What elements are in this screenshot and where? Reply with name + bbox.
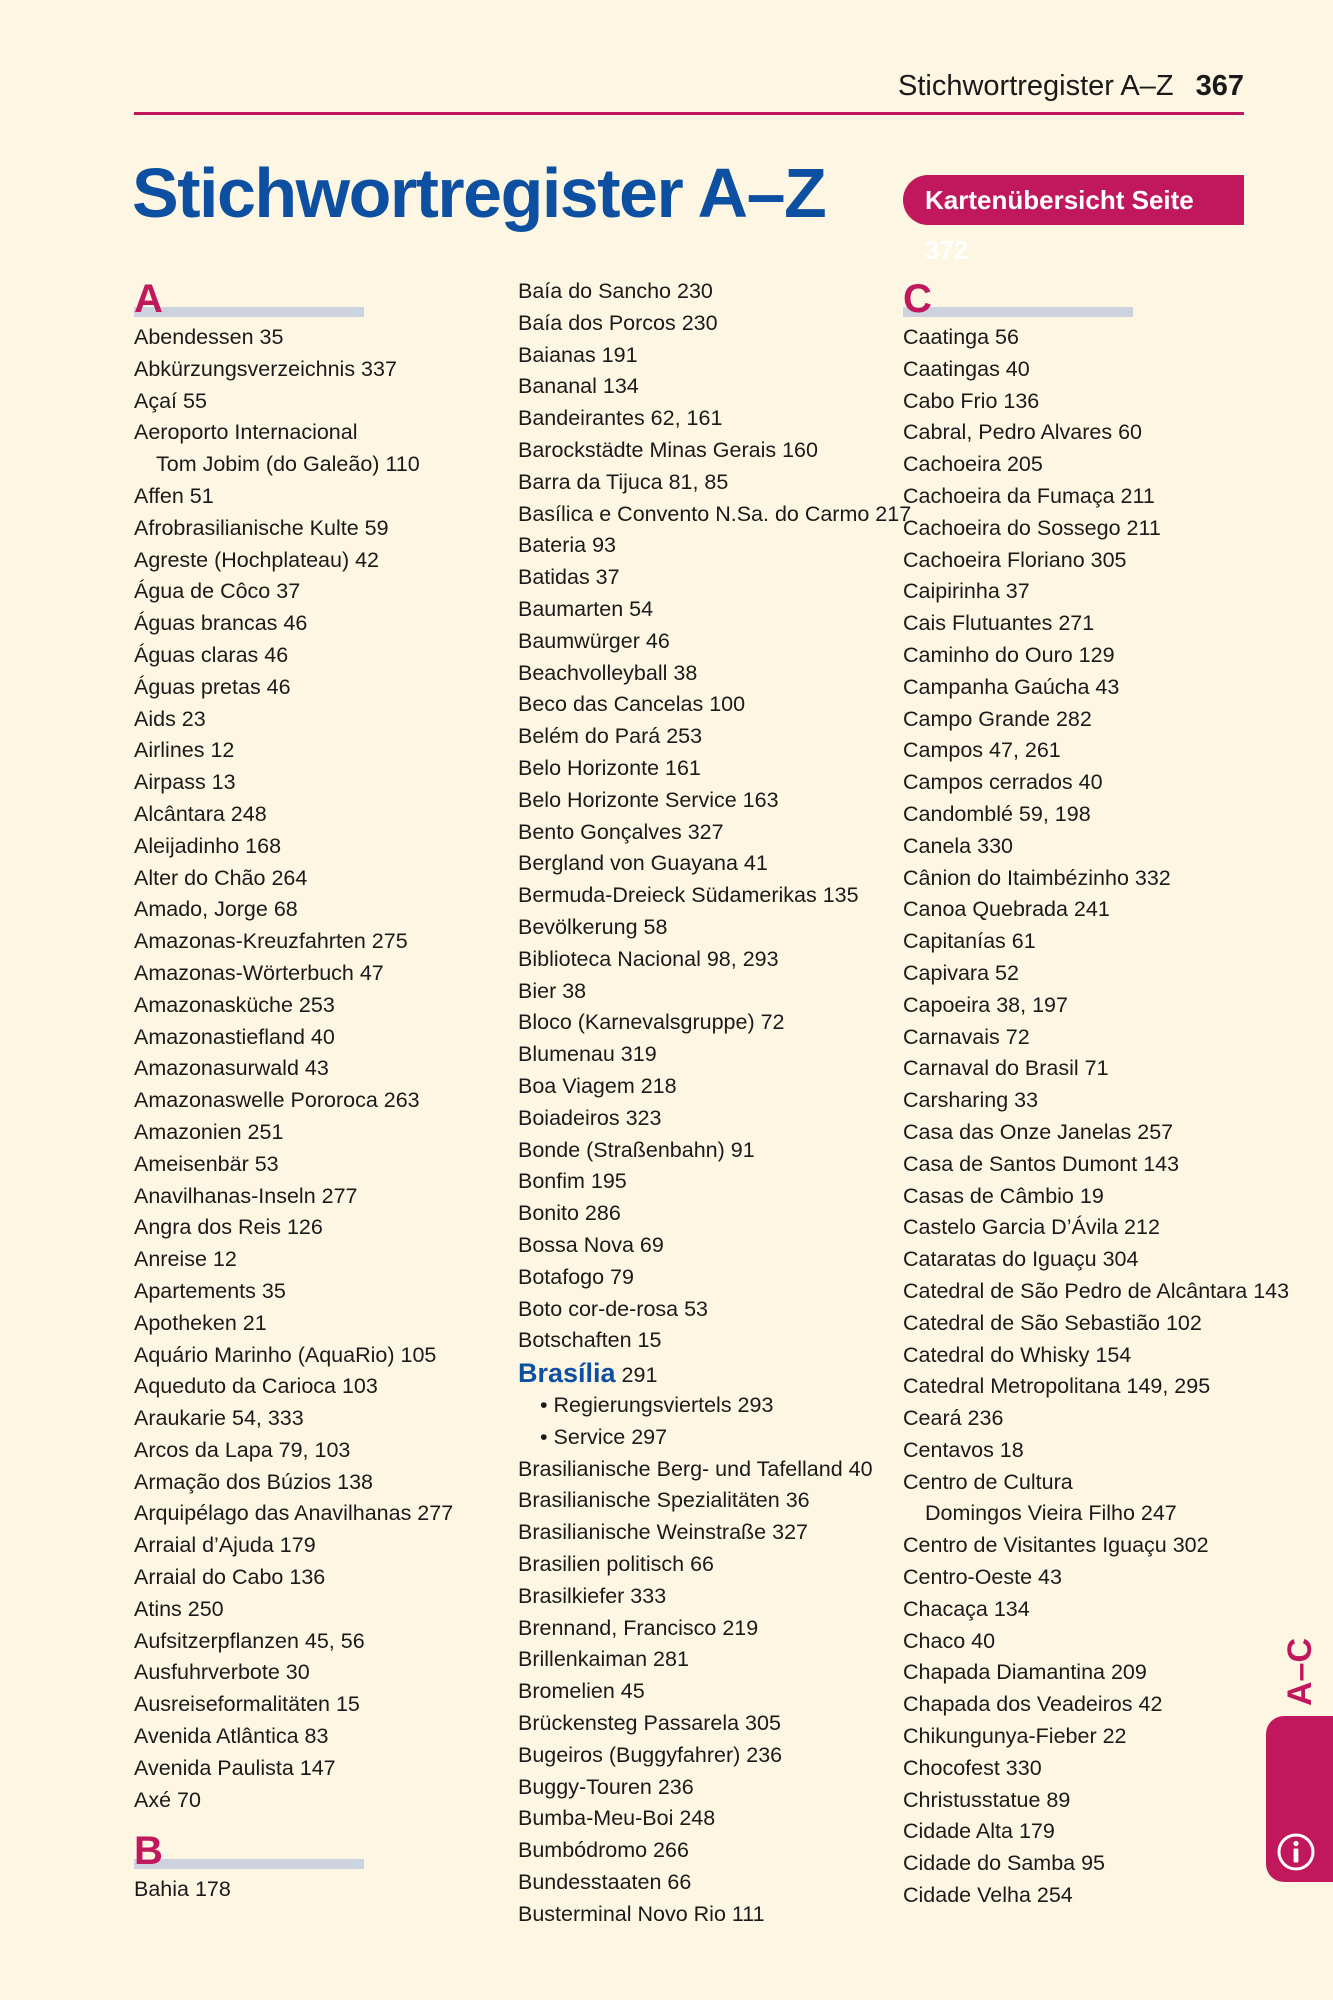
index-entry: Centro de Cultura: [903, 1469, 1073, 1494]
index-entry: Apartements 35: [134, 1278, 286, 1303]
index-column-c: [903, 276, 1290, 1912]
index-entry: Buggy-Touren 236: [518, 1774, 694, 1799]
index-entry: Belo Horizonte 161: [518, 755, 701, 780]
index-column-b: [518, 276, 912, 1931]
index-entry: Arraial do Cabo 136: [134, 1565, 326, 1590]
major-entry-pages: 291: [621, 1363, 658, 1388]
index-entry: Centavos 18: [903, 1437, 1024, 1462]
index-entry: Anreise 12: [134, 1247, 237, 1272]
index-entry: Águas pretas 46: [134, 674, 291, 699]
index-entry: Airlines 12: [134, 738, 235, 763]
running-title: Stichwortregister A–Z: [898, 70, 1174, 102]
index-entry: Alter do Chão 264: [134, 865, 308, 890]
index-entry: Amazonas-Wörterbuch 47: [134, 960, 384, 985]
index-entry: Brasilianische Berg- und Tafelland 40: [518, 1456, 873, 1481]
index-entry: Catedral de São Pedro de Alcântara 143: [903, 1278, 1290, 1303]
letter-c: C: [903, 277, 932, 321]
index-entry: Avenida Paulista 147: [134, 1755, 336, 1780]
index-entry: Baumwürger 46: [518, 628, 670, 653]
index-entry: Amazonas-Kreuzfahrten 275: [134, 929, 408, 954]
index-entry: Brennand, Francisco 219: [518, 1615, 759, 1640]
index-entry: Brillenkaiman 281: [518, 1647, 689, 1672]
index-entry: Arcos da Lapa 79, 103: [134, 1437, 351, 1462]
letter-underline-bar: [134, 307, 364, 317]
index-entry: Casas de Câmbio 19: [903, 1183, 1104, 1208]
index-entry: Brasilianische Weinstraße 327: [518, 1520, 808, 1545]
index-entry: Caminho do Ouro 129: [903, 642, 1115, 667]
index-entry: Cachoeira Floriano 305: [903, 547, 1127, 572]
index-entry: Atins 250: [134, 1596, 224, 1621]
entry-list-a: [134, 322, 504, 1816]
page-title: Stichwortregister A–Z: [132, 154, 826, 232]
index-entry: Capivara 52: [903, 960, 1019, 985]
index-entry: Boto cor-de-rosa 53: [518, 1296, 709, 1321]
index-entry: Armação dos Búzios 138: [134, 1469, 374, 1494]
index-entry: Bonde (Straßenbahn) 91: [518, 1137, 755, 1162]
index-entry: Arraial d’Ajuda 179: [134, 1533, 316, 1558]
running-head: [134, 66, 1244, 115]
index-entry: Canela 330: [903, 833, 1013, 858]
index-entry: Brasilianische Spezialitäten 36: [518, 1488, 810, 1513]
index-entry: Botafogo 79: [518, 1264, 634, 1289]
index-entry: Catedral do Whisky 154: [903, 1342, 1132, 1367]
index-entry: Chocofest 330: [903, 1755, 1042, 1780]
index-entry: Araukarie 54, 333: [134, 1406, 304, 1431]
index-entry: Aufsitzerpflanzen 45, 56: [134, 1628, 365, 1653]
index-entry: Boiadeiros 323: [518, 1105, 662, 1130]
index-entry: Casa de Santos Dumont 143: [903, 1151, 1180, 1176]
index-entry: Centro de Visitantes Iguaçu 302: [903, 1533, 1209, 1558]
index-entry: Cabral, Pedro Alvares 60: [903, 420, 1143, 445]
index-entry: Biblioteca Nacional 98, 293: [518, 946, 779, 971]
index-entry: Aqueduto da Carioca 103: [134, 1374, 378, 1399]
index-entry: Aeroporto Internacional: [134, 420, 358, 445]
index-entry: Cachoeira do Sossego 211: [903, 515, 1161, 540]
index-entry: Amazonasküche 253: [134, 992, 335, 1017]
letter-underline-bar: [903, 307, 1133, 317]
major-entry-head: Brasília: [518, 1358, 616, 1389]
index-entry: Aleijadinho 168: [134, 833, 282, 858]
major-entry-brasilia[interactable]: [518, 1357, 888, 1390]
index-entry: Cachoeira da Fumaça 211: [903, 483, 1155, 508]
index-entry: Carnavais 72: [903, 1024, 1030, 1049]
index-entry: Chaco 40: [903, 1628, 996, 1653]
index-entry: Carsharing 33: [903, 1088, 1039, 1113]
letter-heading-a: [134, 276, 504, 322]
index-entry: Capoeira 38, 197: [903, 992, 1068, 1017]
index-entry: Afrobrasilianische Kulte 59: [134, 515, 389, 540]
index-entry: Bananal 134: [518, 374, 639, 399]
index-entry: Chikungunya-Fieber 22: [903, 1724, 1127, 1749]
index-entry: Axé 70: [134, 1787, 201, 1812]
index-entry: Ceará 236: [903, 1406, 1004, 1431]
index-entry-continued: Tom Jobim (do Galeão) 110: [156, 452, 420, 477]
letter-b: B: [134, 1829, 163, 1874]
index-entry: Cânion do Itaimbézinho 332: [903, 865, 1171, 890]
letter-underline-bar: [134, 1859, 364, 1869]
page-number: 367: [1195, 70, 1244, 102]
index-entry: Amado, Jorge 68: [134, 897, 298, 922]
index-entry: Brückensteg Passarela 305: [518, 1711, 781, 1736]
index-entry: Bromelien 45: [518, 1679, 645, 1704]
index-entry: Boa Viagem 218: [518, 1073, 677, 1098]
index-entry: Angra dos Reis 126: [134, 1215, 323, 1240]
index-entry: Bermuda-Dreieck Südamerikas 135: [518, 883, 859, 908]
index-entry: Belo Horizonte Service 163: [518, 787, 779, 812]
index-entry: Baía dos Porcos 230: [518, 310, 718, 335]
index-entry: Ameisenbär 53: [134, 1151, 279, 1176]
index-entry: Anavilhanas-Inseln 277: [134, 1183, 358, 1208]
index-entry: Cataratas do Iguaçu 304: [903, 1247, 1139, 1272]
index-entry: Chapada dos Veadeiros 42: [903, 1692, 1163, 1717]
index-entry: Bandeirantes 62, 161: [518, 406, 723, 431]
index-entry: Amazonien 251: [134, 1119, 284, 1144]
index-entry: Chacaça 134: [903, 1596, 1030, 1621]
index-entry: Ausreiseformalitäten 15: [134, 1692, 360, 1717]
index-entry: Aids 23: [134, 706, 206, 731]
entry-list-b-start: [134, 1874, 504, 1906]
sub-entry: • Regierungsviertels 293: [518, 1390, 888, 1422]
index-entry: Bergland von Guayana 41: [518, 851, 768, 876]
index-entry: Carnaval do Brasil 71: [903, 1056, 1109, 1081]
index-entry: Christusstatue 89: [903, 1787, 1071, 1812]
index-entry: Bevölkerung 58: [518, 914, 668, 939]
index-entry: Água de Côco 37: [134, 579, 301, 604]
index-entry: Amazonastiefland 40: [134, 1024, 335, 1049]
index-entry: Airpass 13: [134, 770, 236, 795]
index-entry: Cidade Alta 179: [903, 1819, 1055, 1844]
index-entry: Avenida Atlântica 83: [134, 1724, 329, 1749]
index-entry: Castelo Garcia D’Ávila 212: [903, 1215, 1160, 1240]
index-entry: Apotheken 21: [134, 1310, 267, 1335]
index-entry: Brasilien politisch 66: [518, 1552, 714, 1577]
index-entry: Alcântara 248: [134, 801, 267, 826]
spacer: [134, 1816, 504, 1828]
index-entry: Campanha Gaúcha 43: [903, 674, 1120, 699]
running-head-text: [898, 70, 1244, 103]
sub-entry-list: [518, 1390, 888, 1454]
index-entry: Bahia 178: [134, 1877, 231, 1902]
index-entry: Águas claras 46: [134, 642, 289, 667]
info-icon[interactable]: [1276, 1832, 1316, 1872]
index-entry: Amazonasurwald 43: [134, 1056, 329, 1081]
index-entry: Bonfim 195: [518, 1169, 627, 1194]
index-entry: Busterminal Novo Rio 111: [518, 1901, 765, 1926]
index-entry: Catedral de São Sebastião 102: [903, 1310, 1202, 1335]
index-entry: Baumarten 54: [518, 596, 654, 621]
letter-heading-c: [903, 276, 1263, 322]
index-entry: Cidade Velha 254: [903, 1883, 1073, 1908]
index-entry: Bateria 93: [518, 533, 617, 558]
sub-entry: • Service 297: [518, 1422, 888, 1454]
index-entry: Ausfuhrverbote 30: [134, 1660, 310, 1685]
index-entry: Centro-Oeste 43: [903, 1565, 1062, 1590]
index-entry-continued: Domingos Vieira Filho 247: [925, 1501, 1177, 1526]
index-entry: Bonito 286: [518, 1201, 621, 1226]
letter-a: A: [134, 277, 163, 321]
index-entry: Affen 51: [134, 483, 214, 508]
index-entry: Bumba-Meu-Boi 248: [518, 1806, 716, 1831]
index-entry: Casa das Onze Janelas 257: [903, 1119, 1174, 1144]
index-entry: Barra da Tijuca 81, 85: [518, 469, 729, 494]
index-entry: Capitanías 61: [903, 929, 1036, 954]
index-entry: Beco das Cancelas 100: [518, 692, 746, 717]
index-entry: Águas brancas 46: [134, 611, 308, 636]
index-entry: Abendessen 35: [134, 325, 284, 349]
index-entry: Amazonaswelle Pororoca 263: [134, 1088, 420, 1113]
index-entry: Bento Gonçalves 327: [518, 819, 724, 844]
index-entry: Cachoeira 205: [903, 452, 1043, 477]
index-entry: Bundesstaaten 66: [518, 1870, 692, 1895]
index-entry: Agreste (Hochplateau) 42: [134, 547, 380, 572]
index-entry: Arquipélago das Anavilhanas 277: [134, 1501, 454, 1526]
index-entry: Caatingas 40: [903, 356, 1030, 381]
entry-list-b-continued: [518, 1454, 888, 1931]
index-column-a: [134, 276, 504, 1906]
index-entry: Cidade do Samba 95: [903, 1851, 1106, 1876]
index-entry: Catedral Metropolitana 149, 295: [903, 1374, 1211, 1399]
index-entry: Basílica e Convento N.Sa. do Carmo 217: [518, 501, 912, 526]
index-entry: Botschaften 15: [518, 1328, 662, 1353]
index-entry: Baía do Sancho 230: [518, 279, 713, 303]
index-entry: Bossa Nova 69: [518, 1232, 664, 1257]
index-entry: Campo Grande 282: [903, 706, 1092, 731]
index-entry: Bugeiros (Buggyfahrer) 236: [518, 1742, 783, 1767]
index-entry: Blumenau 319: [518, 1042, 657, 1067]
entry-list-c: [903, 322, 1290, 1912]
index-entry: Bloco (Karnevalsgruppe) 72: [518, 1010, 785, 1035]
index-entry: Aquário Marinho (AquaRio) 105: [134, 1342, 437, 1367]
index-entry: Canoa Quebrada 241: [903, 897, 1110, 922]
map-overview-link[interactable]: Kartenübersicht Seite 372: [903, 175, 1244, 225]
index-entry: Baianas 191: [518, 342, 638, 367]
index-entry: Brasilkiefer 333: [518, 1583, 667, 1608]
index-entry: Cais Flutuantes 271: [903, 611, 1095, 636]
index-entry: Candomblé 59, 198: [903, 801, 1091, 826]
index-entry: Bumbódromo 266: [518, 1838, 689, 1863]
index-entry: Caipirinha 37: [903, 579, 1030, 604]
index-entry: Barockstädte Minas Gerais 160: [518, 437, 818, 462]
index-entry: Belém do Pará 253: [518, 724, 703, 749]
index-entry: Açaí 55: [134, 388, 207, 413]
index-entry: Batidas 37: [518, 565, 620, 590]
index-entry: Caatinga 56: [903, 325, 1019, 349]
index-entry: Abkürzungsverzeichnis 337: [134, 356, 397, 381]
index-entry: Cabo Frio 136: [903, 388, 1040, 413]
index-entry: Campos cerrados 40: [903, 770, 1103, 795]
index-entry: Bier 38: [518, 978, 587, 1003]
index-entry: Chapada Diamantina 209: [903, 1660, 1147, 1685]
letter-heading-b: [134, 1828, 504, 1874]
index-entry: Beachvolleyball 38: [518, 660, 698, 685]
side-tab-label: A–C: [1281, 1637, 1319, 1707]
entry-list-b: [518, 276, 912, 1357]
index-entry: Campos 47, 261: [903, 738, 1061, 763]
